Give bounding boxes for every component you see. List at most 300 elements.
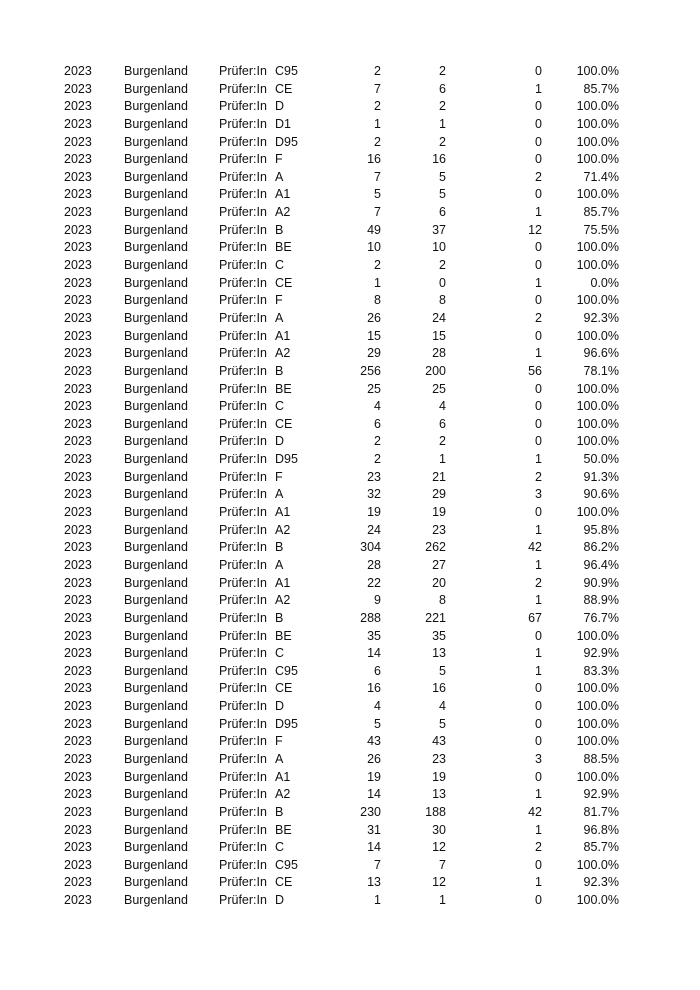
table-row (0, 310, 700, 328)
region-cell: Burgenland (124, 363, 188, 378)
role-cell: Prüfer:In (219, 152, 267, 167)
table-row (0, 592, 700, 610)
region-cell: Burgenland (124, 81, 188, 96)
table-row (0, 169, 700, 187)
passed-count-cell: 19 (432, 505, 446, 520)
region-cell: Burgenland (124, 381, 188, 396)
passed-count-cell: 21 (432, 469, 446, 484)
total-count-cell: 8 (374, 293, 381, 308)
table-row (0, 822, 700, 840)
total-count-cell: 4 (374, 399, 381, 414)
passed-count-cell: 28 (432, 346, 446, 361)
region-cell: Burgenland (124, 99, 188, 114)
year-cell: 2023 (64, 363, 92, 378)
pass-rate-cell: 100.0% (576, 134, 619, 149)
year-cell: 2023 (64, 240, 92, 255)
passed-count-cell: 15 (432, 328, 446, 343)
license-class-cell: D1 (275, 116, 291, 131)
table-row (0, 698, 700, 716)
pass-rate-cell: 100.0% (576, 416, 619, 431)
passed-count-cell: 8 (439, 293, 446, 308)
total-count-cell: 6 (374, 663, 381, 678)
role-cell: Prüfer:In (219, 187, 267, 202)
passed-count-cell: 8 (439, 593, 446, 608)
role-cell: Prüfer:In (219, 116, 267, 131)
total-count-cell: 15 (367, 328, 381, 343)
role-cell: Prüfer:In (219, 81, 267, 96)
table-row (0, 275, 700, 293)
passed-count-cell: 25 (432, 381, 446, 396)
year-cell: 2023 (64, 169, 92, 184)
passed-count-cell: 10 (432, 240, 446, 255)
failed-count-cell: 1 (535, 81, 542, 96)
pass-rate-cell: 100.0% (576, 152, 619, 167)
region-cell: Burgenland (124, 487, 188, 502)
role-cell: Prüfer:In (219, 346, 267, 361)
region-cell: Burgenland (124, 64, 188, 78)
passed-count-cell: 4 (439, 699, 446, 714)
passed-count-cell: 1 (439, 116, 446, 131)
license-class-cell: CE (275, 875, 293, 890)
license-class-cell: A (275, 557, 284, 572)
passed-count-cell: 27 (432, 557, 446, 572)
license-class-cell: A (275, 487, 284, 502)
failed-count-cell: 42 (528, 804, 542, 819)
total-count-cell: 4 (374, 699, 381, 714)
region-cell: Burgenland (124, 169, 188, 184)
pass-rate-cell: 100.0% (576, 681, 619, 696)
region-cell: Burgenland (124, 804, 188, 819)
table-row (0, 733, 700, 751)
pass-rate-cell: 88.5% (583, 751, 619, 766)
table-row (0, 257, 700, 275)
passed-count-cell: 30 (432, 822, 446, 837)
region-cell: Burgenland (124, 293, 188, 308)
year-cell: 2023 (64, 575, 92, 590)
table-row (0, 381, 700, 399)
license-class-cell: F (275, 293, 283, 308)
year-cell: 2023 (64, 310, 92, 325)
role-cell: Prüfer:In (219, 99, 267, 114)
passed-count-cell: 0 (439, 275, 446, 290)
region-cell: Burgenland (124, 540, 188, 555)
license-class-cell: C (275, 258, 285, 273)
region-cell: Burgenland (124, 328, 188, 343)
region-cell: Burgenland (124, 152, 188, 167)
passed-count-cell: 6 (439, 205, 446, 220)
license-class-cell: A2 (275, 787, 291, 802)
region-cell: Burgenland (124, 557, 188, 572)
table-row (0, 204, 700, 222)
year-cell: 2023 (64, 275, 92, 290)
table-row (0, 874, 700, 892)
license-class-cell: D (275, 434, 285, 449)
role-cell: Prüfer:In (219, 169, 267, 184)
table-row (0, 486, 700, 504)
passed-count-cell: 7 (439, 857, 446, 872)
region-cell: Burgenland (124, 240, 188, 255)
license-class-cell: A1 (275, 769, 291, 784)
table-row (0, 557, 700, 575)
passed-count-cell: 13 (432, 646, 446, 661)
role-cell: Prüfer:In (219, 857, 267, 872)
pass-rate-cell: 92.3% (583, 310, 619, 325)
failed-count-cell: 0 (535, 857, 542, 872)
total-count-cell: 256 (360, 363, 381, 378)
failed-count-cell: 0 (535, 505, 542, 520)
total-count-cell: 2 (374, 434, 381, 449)
table-row (0, 663, 700, 681)
region-cell: Burgenland (124, 734, 188, 749)
region-cell: Burgenland (124, 187, 188, 202)
license-class-cell: B (275, 804, 284, 819)
failed-count-cell: 2 (535, 575, 542, 590)
pass-rate-cell: 100.0% (576, 381, 619, 396)
table-row (0, 469, 700, 487)
pass-rate-cell: 76.7% (583, 610, 619, 625)
pass-rate-cell: 100.0% (576, 64, 619, 78)
failed-count-cell: 0 (535, 187, 542, 202)
pass-rate-cell: 100.0% (576, 293, 619, 308)
failed-count-cell: 0 (535, 416, 542, 431)
passed-count-cell: 16 (432, 152, 446, 167)
region-cell: Burgenland (124, 116, 188, 131)
role-cell: Prüfer:In (219, 275, 267, 290)
total-count-cell: 19 (367, 505, 381, 520)
failed-count-cell: 1 (535, 452, 542, 467)
license-class-cell: BE (275, 381, 292, 396)
role-cell: Prüfer:In (219, 769, 267, 784)
role-cell: Prüfer:In (219, 399, 267, 414)
total-count-cell: 31 (367, 822, 381, 837)
license-class-cell: A2 (275, 346, 291, 361)
region-cell: Burgenland (124, 222, 188, 237)
total-count-cell: 304 (360, 540, 381, 555)
role-cell: Prüfer:In (219, 646, 267, 661)
table-row (0, 81, 700, 99)
license-class-cell: F (275, 734, 283, 749)
total-count-cell: 2 (374, 99, 381, 114)
year-cell: 2023 (64, 751, 92, 766)
pass-rate-cell: 100.0% (576, 628, 619, 643)
total-count-cell: 16 (367, 681, 381, 696)
license-class-cell: B (275, 363, 284, 378)
table-row (0, 63, 700, 81)
passed-count-cell: 2 (439, 258, 446, 273)
region-cell: Burgenland (124, 399, 188, 414)
total-count-cell: 23 (367, 469, 381, 484)
region-cell: Burgenland (124, 522, 188, 537)
region-cell: Burgenland (124, 857, 188, 872)
table-row (0, 398, 700, 416)
failed-count-cell: 0 (535, 399, 542, 414)
total-count-cell: 6 (374, 416, 381, 431)
failed-count-cell: 0 (535, 116, 542, 131)
license-class-cell: D95 (275, 716, 298, 731)
pass-rate-cell: 85.7% (583, 81, 619, 96)
table-row (0, 363, 700, 381)
license-class-cell: F (275, 152, 283, 167)
pass-rate-cell: 100.0% (576, 769, 619, 784)
table-row (0, 451, 700, 469)
failed-count-cell: 1 (535, 205, 542, 220)
year-cell: 2023 (64, 222, 92, 237)
license-class-cell: BE (275, 628, 292, 643)
license-class-cell: A1 (275, 328, 291, 343)
total-count-cell: 7 (374, 81, 381, 96)
year-cell: 2023 (64, 857, 92, 872)
pass-rate-cell: 0.0% (590, 275, 619, 290)
total-count-cell: 230 (360, 804, 381, 819)
license-class-cell: A2 (275, 593, 291, 608)
region-cell: Burgenland (124, 822, 188, 837)
license-class-cell: A1 (275, 187, 291, 202)
year-cell: 2023 (64, 593, 92, 608)
year-cell: 2023 (64, 716, 92, 731)
role-cell: Prüfer:In (219, 628, 267, 643)
region-cell: Burgenland (124, 205, 188, 220)
role-cell: Prüfer:In (219, 681, 267, 696)
role-cell: Prüfer:In (219, 258, 267, 273)
pass-rate-cell: 95.8% (583, 522, 619, 537)
failed-count-cell: 0 (535, 699, 542, 714)
role-cell: Prüfer:In (219, 751, 267, 766)
region-cell: Burgenland (124, 716, 188, 731)
table-row (0, 857, 700, 875)
year-cell: 2023 (64, 734, 92, 749)
failed-count-cell: 1 (535, 522, 542, 537)
year-cell: 2023 (64, 293, 92, 308)
pass-rate-cell: 85.7% (583, 205, 619, 220)
total-count-cell: 2 (374, 64, 381, 78)
failed-count-cell: 2 (535, 840, 542, 855)
failed-count-cell: 0 (535, 99, 542, 114)
region-cell: Burgenland (124, 751, 188, 766)
region-cell: Burgenland (124, 593, 188, 608)
passed-count-cell: 200 (425, 363, 446, 378)
total-count-cell: 49 (367, 222, 381, 237)
total-count-cell: 13 (367, 875, 381, 890)
role-cell: Prüfer:In (219, 416, 267, 431)
year-cell: 2023 (64, 699, 92, 714)
region-cell: Burgenland (124, 505, 188, 520)
failed-count-cell: 0 (535, 240, 542, 255)
table-row (0, 839, 700, 857)
failed-count-cell: 1 (535, 275, 542, 290)
pass-rate-cell: 100.0% (576, 893, 619, 908)
region-cell: Burgenland (124, 628, 188, 643)
role-cell: Prüfer:In (219, 663, 267, 678)
year-cell: 2023 (64, 99, 92, 114)
table-row (0, 239, 700, 257)
data-table (0, 63, 700, 910)
table-row (0, 98, 700, 116)
passed-count-cell: 13 (432, 787, 446, 802)
role-cell: Prüfer:In (219, 734, 267, 749)
passed-count-cell: 37 (432, 222, 446, 237)
table-row (0, 769, 700, 787)
failed-count-cell: 1 (535, 557, 542, 572)
license-class-cell: D (275, 99, 285, 114)
failed-count-cell: 1 (535, 822, 542, 837)
total-count-cell: 24 (367, 522, 381, 537)
pass-rate-cell: 96.6% (583, 346, 619, 361)
region-cell: Burgenland (124, 769, 188, 784)
region-cell: Burgenland (124, 840, 188, 855)
passed-count-cell: 20 (432, 575, 446, 590)
table-row (0, 522, 700, 540)
passed-count-cell: 43 (432, 734, 446, 749)
pass-rate-cell: 100.0% (576, 258, 619, 273)
failed-count-cell: 0 (535, 716, 542, 731)
passed-count-cell: 24 (432, 310, 446, 325)
passed-count-cell: 2 (439, 134, 446, 149)
total-count-cell: 1 (374, 116, 381, 131)
license-class-cell: C95 (275, 857, 298, 872)
failed-count-cell: 0 (535, 893, 542, 908)
failed-count-cell: 0 (535, 328, 542, 343)
failed-count-cell: 3 (535, 487, 542, 502)
total-count-cell: 22 (367, 575, 381, 590)
role-cell: Prüfer:In (219, 787, 267, 802)
region-cell: Burgenland (124, 275, 188, 290)
pass-rate-cell: 75.5% (583, 222, 619, 237)
table-row (0, 222, 700, 240)
region-cell: Burgenland (124, 681, 188, 696)
year-cell: 2023 (64, 628, 92, 643)
role-cell: Prüfer:In (219, 363, 267, 378)
license-class-cell: BE (275, 240, 292, 255)
year-cell: 2023 (64, 416, 92, 431)
passed-count-cell: 188 (425, 804, 446, 819)
year-cell: 2023 (64, 769, 92, 784)
year-cell: 2023 (64, 893, 92, 908)
total-count-cell: 2 (374, 258, 381, 273)
region-cell: Burgenland (124, 575, 188, 590)
failed-count-cell: 1 (535, 663, 542, 678)
total-count-cell: 9 (374, 593, 381, 608)
role-cell: Prüfer:In (219, 716, 267, 731)
region-cell: Burgenland (124, 610, 188, 625)
pass-rate-cell: 83.3% (583, 663, 619, 678)
year-cell: 2023 (64, 116, 92, 131)
pass-rate-cell: 100.0% (576, 505, 619, 520)
year-cell: 2023 (64, 134, 92, 149)
pass-rate-cell: 78.1% (583, 363, 619, 378)
year-cell: 2023 (64, 258, 92, 273)
pass-rate-cell: 100.0% (576, 187, 619, 202)
failed-count-cell: 1 (535, 646, 542, 661)
role-cell: Prüfer:In (219, 699, 267, 714)
region-cell: Burgenland (124, 469, 188, 484)
role-cell: Prüfer:In (219, 540, 267, 555)
passed-count-cell: 6 (439, 416, 446, 431)
table-row (0, 680, 700, 698)
table-row (0, 786, 700, 804)
table-row (0, 892, 700, 910)
failed-count-cell: 42 (528, 540, 542, 555)
pass-rate-cell: 85.7% (583, 840, 619, 855)
region-cell: Burgenland (124, 258, 188, 273)
role-cell: Prüfer:In (219, 381, 267, 396)
passed-count-cell: 6 (439, 81, 446, 96)
table-row (0, 116, 700, 134)
role-cell: Prüfer:In (219, 434, 267, 449)
failed-count-cell: 0 (535, 628, 542, 643)
year-cell: 2023 (64, 346, 92, 361)
passed-count-cell: 221 (425, 610, 446, 625)
year-cell: 2023 (64, 557, 92, 572)
role-cell: Prüfer:In (219, 575, 267, 590)
license-class-cell: C (275, 840, 285, 855)
table-row (0, 328, 700, 346)
failed-count-cell: 1 (535, 875, 542, 890)
license-class-cell: B (275, 222, 284, 237)
role-cell: Prüfer:In (219, 452, 267, 467)
failed-count-cell: 0 (535, 734, 542, 749)
failed-count-cell: 12 (528, 222, 542, 237)
license-class-cell: CE (275, 275, 293, 290)
region-cell: Burgenland (124, 310, 188, 325)
passed-count-cell: 12 (432, 875, 446, 890)
role-cell: Prüfer:In (219, 469, 267, 484)
role-cell: Prüfer:In (219, 134, 267, 149)
table-row (0, 416, 700, 434)
total-count-cell: 25 (367, 381, 381, 396)
total-count-cell: 10 (367, 240, 381, 255)
region-cell: Burgenland (124, 346, 188, 361)
table-row (0, 345, 700, 363)
total-count-cell: 14 (367, 840, 381, 855)
passed-count-cell: 4 (439, 399, 446, 414)
year-cell: 2023 (64, 205, 92, 220)
passed-count-cell: 2 (439, 434, 446, 449)
total-count-cell: 26 (367, 310, 381, 325)
license-class-cell: BE (275, 822, 292, 837)
pass-rate-cell: 100.0% (576, 116, 619, 131)
passed-count-cell: 23 (432, 522, 446, 537)
failed-count-cell: 0 (535, 381, 542, 396)
table-row (0, 539, 700, 557)
passed-count-cell: 5 (439, 663, 446, 678)
role-cell: Prüfer:In (219, 893, 267, 908)
passed-count-cell: 2 (439, 64, 446, 78)
license-class-cell: C (275, 646, 285, 661)
passed-count-cell: 5 (439, 187, 446, 202)
year-cell: 2023 (64, 469, 92, 484)
pass-rate-cell: 50.0% (583, 452, 619, 467)
license-class-cell: A1 (275, 575, 291, 590)
pass-rate-cell: 86.2% (583, 540, 619, 555)
license-class-cell: CE (275, 681, 293, 696)
total-count-cell: 2 (374, 452, 381, 467)
table-row (0, 575, 700, 593)
year-cell: 2023 (64, 522, 92, 537)
license-class-cell: D (275, 893, 285, 908)
total-count-cell: 43 (367, 734, 381, 749)
failed-count-cell: 0 (535, 134, 542, 149)
region-cell: Burgenland (124, 646, 188, 661)
failed-count-cell: 2 (535, 469, 542, 484)
year-cell: 2023 (64, 187, 92, 202)
failed-count-cell: 0 (535, 64, 542, 78)
pass-rate-cell: 91.3% (583, 469, 619, 484)
failed-count-cell: 1 (535, 787, 542, 802)
license-class-cell: C95 (275, 663, 298, 678)
failed-count-cell: 0 (535, 293, 542, 308)
pass-rate-cell: 100.0% (576, 857, 619, 872)
year-cell: 2023 (64, 875, 92, 890)
